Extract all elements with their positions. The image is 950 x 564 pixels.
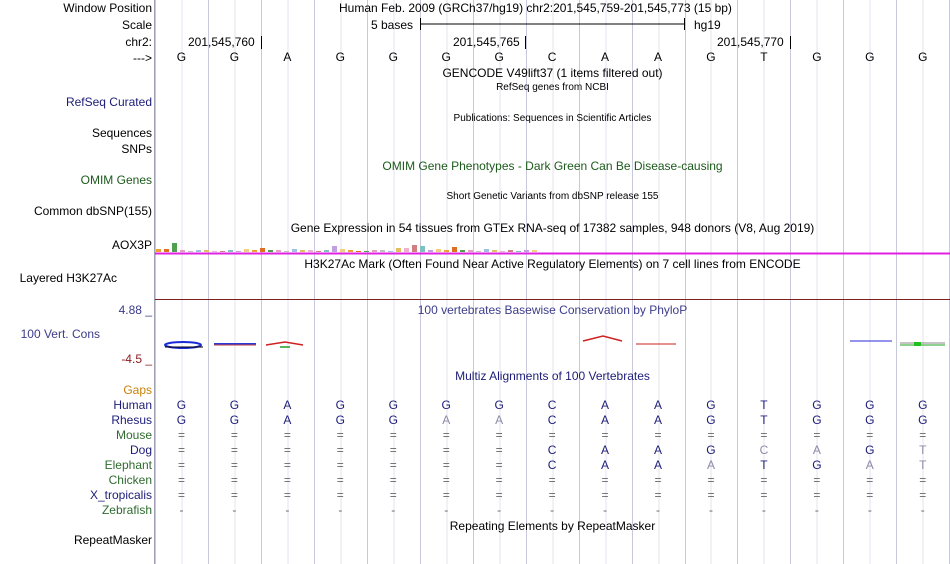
phylop-max-value: 4.88 _ xyxy=(118,303,152,317)
alignment-base: = xyxy=(336,458,344,472)
alignment-base: G xyxy=(229,413,240,427)
alignment-base: = xyxy=(283,458,291,472)
sequence-base: G xyxy=(335,50,345,64)
repeatmasker-label[interactable]: RepeatMasker xyxy=(73,533,152,547)
scale-bar xyxy=(420,18,685,30)
gtex-bar xyxy=(468,250,473,252)
alignment-base: = xyxy=(230,428,238,442)
alignment-base: = xyxy=(495,443,503,457)
alignment-base: = xyxy=(813,488,821,502)
common-dbsnp-label[interactable]: Common dbSNP(155) xyxy=(33,204,152,218)
alignment-base: = xyxy=(919,473,927,487)
gtex-bar xyxy=(524,250,529,252)
alignment-base: = xyxy=(654,473,662,487)
alignment-base: = xyxy=(283,443,291,457)
assembly-position-title: Human Feb. 2009 (GRCh37/hg19) chr2:201,545,759-201,545,773 (15 bp) xyxy=(339,1,732,15)
alignment-base: A xyxy=(601,443,610,457)
alignment-base: G xyxy=(706,443,716,457)
omim-genes-label[interactable]: OMIM Genes xyxy=(80,173,152,187)
alignment-base: - xyxy=(497,503,502,517)
alignment-base: = xyxy=(866,473,874,487)
species-label-human[interactable]: Human xyxy=(113,398,152,412)
h3k27ac-track-title[interactable]: H3K27Ac Mark (Often Found Near Active Regulatory Elements) on 7 cell lines from ENCODE xyxy=(304,257,801,271)
alignment-base: - xyxy=(391,503,396,517)
gtex-bar xyxy=(244,249,249,252)
coordinate-2: 201,545,765 xyxy=(453,35,520,49)
alignment-base: = xyxy=(495,473,503,487)
alignment-base: = xyxy=(707,473,715,487)
species-label-zebrafish[interactable]: Zebrafish xyxy=(101,503,152,517)
alignment-base: = xyxy=(813,428,821,442)
alignment-base: - xyxy=(232,503,237,517)
alignment-base: G xyxy=(865,413,875,427)
gtex-bar xyxy=(388,251,393,252)
gtex-bar xyxy=(420,246,425,252)
alignment-base: = xyxy=(707,488,715,502)
alignment-base: T xyxy=(919,458,927,472)
alignment-base: - xyxy=(867,503,872,517)
alignment-base: G xyxy=(494,398,504,412)
coordinate-3: 201,545,770 xyxy=(717,35,784,49)
alignment-base: = xyxy=(442,488,450,502)
alignment-base: - xyxy=(656,503,661,517)
gtex-bar xyxy=(372,250,377,252)
gtex-bar xyxy=(436,249,441,252)
alignment-base: A xyxy=(601,398,610,412)
alignment-base: = xyxy=(601,473,609,487)
alignment-base: = xyxy=(442,428,450,442)
vert-cons-label[interactable]: 100 Vert. Cons xyxy=(20,327,100,341)
gtex-bar xyxy=(196,250,201,252)
scale-label: Scale xyxy=(121,18,152,32)
alignment-base: G xyxy=(918,398,928,412)
alignment-base: G xyxy=(388,398,398,412)
alignment-base: A xyxy=(283,398,292,412)
alignment-base: G xyxy=(812,398,822,412)
alignment-base: = xyxy=(548,428,556,442)
alignment-base: G xyxy=(229,398,240,412)
alignment-base: A xyxy=(442,413,451,427)
sequence-base: C xyxy=(547,50,557,64)
alignment-base: = xyxy=(230,488,238,502)
gtex-bar xyxy=(284,251,289,252)
gtex-bar xyxy=(516,251,521,252)
alignment-base: = xyxy=(548,473,556,487)
dbsnp-subtitle: Short Genetic Variants from dbSNP release 155 xyxy=(446,191,659,202)
coordinate-1: 201,545,760 xyxy=(188,35,255,49)
alignment-base: A xyxy=(654,398,663,412)
gtex-bar xyxy=(404,248,409,252)
alignment-base: A xyxy=(865,458,874,472)
gtex-bar xyxy=(532,250,537,252)
alignment-base: = xyxy=(389,488,397,502)
sequence-base: G xyxy=(706,50,716,64)
alignment-base: A xyxy=(654,413,663,427)
alignment-base: G xyxy=(388,413,398,427)
alignment-base: = xyxy=(601,428,609,442)
sequence-base: A xyxy=(601,50,610,64)
gtex-bar xyxy=(156,249,161,252)
alignment-base: A xyxy=(812,443,821,457)
phylop-conservation-glyphs xyxy=(165,336,945,348)
alignment-base: G xyxy=(176,413,187,427)
gtex-bar xyxy=(444,250,449,252)
gtex-gene-label[interactable]: AOX3P xyxy=(111,238,152,252)
sequence-base: G xyxy=(494,50,504,64)
sequence-base: G xyxy=(918,50,928,64)
alignment-base: = xyxy=(919,488,927,502)
refseq-track-subtitle: RefSeq genes from NCBI xyxy=(496,82,609,93)
alignment-base: G xyxy=(865,398,875,412)
omim-track-title[interactable]: OMIM Gene Phenotypes - Dark Green Can Be Disease-causing xyxy=(382,159,723,173)
gtex-bar xyxy=(324,250,329,252)
alignment-base: = xyxy=(654,428,662,442)
gtex-bar xyxy=(164,249,169,252)
sequence-base: A xyxy=(283,50,292,64)
alignment-base: C xyxy=(547,413,557,427)
alignment-base: C xyxy=(547,443,557,457)
alignment-base: = xyxy=(760,473,768,487)
gtex-bar xyxy=(276,250,281,252)
alignment-base: A xyxy=(654,443,663,457)
gtex-bar xyxy=(228,250,233,252)
species-label-elephant[interactable]: Elephant xyxy=(104,458,152,472)
sequence-base: T xyxy=(760,50,768,64)
alignment-base: C xyxy=(547,458,557,472)
gtex-bar xyxy=(268,250,273,252)
phylop-min-value: -4.5 _ xyxy=(121,352,152,366)
alignment-base: G xyxy=(812,413,822,427)
species-label-mouse[interactable]: Mouse xyxy=(115,428,152,442)
alignment-base: - xyxy=(603,503,608,517)
alignment-base: - xyxy=(920,503,925,517)
gtex-expression-bars xyxy=(156,243,537,252)
alignment-base: = xyxy=(230,458,238,472)
alignment-base: = xyxy=(389,428,397,442)
chromosome-label: chr2: xyxy=(125,35,152,49)
gtex-bar xyxy=(340,249,345,252)
sequences-label[interactable]: Sequences xyxy=(91,126,152,140)
strand-arrow-label[interactable]: ---> xyxy=(133,51,152,65)
alignment-base: G xyxy=(176,398,187,412)
species-label-x_tropicalis[interactable]: X_tropicalis xyxy=(89,488,152,502)
multiz-track-title[interactable]: Multiz Alignments of 100 Vertebrates xyxy=(455,369,650,383)
gtex-bar xyxy=(236,251,241,252)
gtex-bar xyxy=(188,251,193,252)
alignment-base: = xyxy=(389,473,397,487)
alignment-base: = xyxy=(230,473,238,487)
gtex-bar xyxy=(252,250,257,252)
gtex-bar xyxy=(180,250,185,252)
gaps-label[interactable]: Gaps xyxy=(123,383,152,397)
alignment-base: = xyxy=(177,443,185,457)
alignment-base: = xyxy=(336,473,344,487)
alignment-base: = xyxy=(389,443,397,457)
gtex-bar xyxy=(356,251,361,252)
gtex-bar xyxy=(348,250,353,252)
alignment-base: = xyxy=(336,443,344,457)
scale-bar-text: 5 bases xyxy=(371,18,414,32)
alignment-base: A xyxy=(601,413,610,427)
alignment-base: G xyxy=(706,398,716,412)
gtex-bar xyxy=(492,250,497,252)
alignment-base: G xyxy=(812,458,822,472)
alignment-base: - xyxy=(285,503,290,517)
alignment-base: T xyxy=(760,413,768,427)
alignment-base: G xyxy=(441,398,451,412)
gtex-bar xyxy=(316,251,321,252)
alignment-base: T xyxy=(919,443,927,457)
alignment-base: = xyxy=(283,473,291,487)
alignment-base: = xyxy=(548,488,556,502)
gtex-bar xyxy=(212,251,217,252)
alignment-base: - xyxy=(338,503,343,517)
phylop-track-title[interactable]: 100 vertebrates Basewise Conservation by PhyloP xyxy=(417,303,688,317)
gtex-bar xyxy=(500,251,505,252)
refseq-curated-label[interactable]: RefSeq Curated xyxy=(65,95,152,109)
sequence-base: G xyxy=(229,50,240,64)
alignment-base: = xyxy=(442,473,450,487)
sequence-base: G xyxy=(865,50,875,64)
layered-h3k27ac-label[interactable]: Layered H3K27Ac xyxy=(19,271,117,285)
gtex-bar xyxy=(300,250,305,252)
scale-bar-db: hg19 xyxy=(694,18,721,32)
alignment-base: = xyxy=(177,428,185,442)
gtex-bar xyxy=(484,249,489,252)
sequence-base: G xyxy=(812,50,822,64)
gtex-bar xyxy=(364,251,369,252)
gtex-bar xyxy=(292,249,297,252)
gtex-bar xyxy=(308,250,313,252)
alignment-base: = xyxy=(654,488,662,502)
sequence-base: A xyxy=(654,50,663,64)
gtex-bar xyxy=(508,250,513,252)
snps-label[interactable]: SNPs xyxy=(121,142,152,156)
gtex-bar xyxy=(172,243,177,252)
alignment-base: - xyxy=(444,503,449,517)
window-position-label: Window Position xyxy=(63,1,152,15)
alignment-base: = xyxy=(919,428,927,442)
alignment-base: = xyxy=(230,443,238,457)
alignment-base: - xyxy=(761,503,766,517)
species-label-dog[interactable]: Dog xyxy=(129,443,152,457)
alignment-base: C xyxy=(759,443,769,457)
alignment-base: = xyxy=(495,428,503,442)
alignment-base: = xyxy=(760,428,768,442)
alignment-base: G xyxy=(335,398,345,412)
alignment-base: A xyxy=(283,413,292,427)
publications-subtitle: Publications: Sequences in Scientific Articles xyxy=(453,113,652,124)
alignment-base: = xyxy=(283,488,291,502)
gtex-bar xyxy=(396,248,401,252)
alignment-base: = xyxy=(760,488,768,502)
alignment-base: G xyxy=(706,413,716,427)
alignment-base: A xyxy=(706,458,715,472)
alignment-base: = xyxy=(283,428,291,442)
gtex-bar xyxy=(412,245,417,252)
gtex-bar xyxy=(204,250,209,252)
gtex-bar xyxy=(460,250,465,252)
alignment-base: = xyxy=(601,488,609,502)
alignment-base: = xyxy=(866,428,874,442)
alignment-base: = xyxy=(177,458,185,472)
gtex-track-title[interactable]: Gene Expression in 54 tissues from GTEx RNA-seq of 17382 samples, 948 donors (V8, Aug 2019) xyxy=(290,221,815,235)
alignment-base: A xyxy=(601,458,610,472)
sequence-base: G xyxy=(388,50,398,64)
alignment-base: - xyxy=(708,503,713,517)
gtex-bar xyxy=(220,251,225,252)
gtex-bar xyxy=(332,246,337,252)
alignment-base: = xyxy=(389,458,397,472)
gtex-bar xyxy=(260,248,265,252)
gtex-bar xyxy=(380,250,385,252)
alignment-base: C xyxy=(547,398,557,412)
alignment-base: = xyxy=(866,488,874,502)
species-label-rhesus[interactable]: Rhesus xyxy=(111,413,152,427)
sequence-base: G xyxy=(441,50,451,64)
alignment-base: = xyxy=(442,443,450,457)
gtex-bar xyxy=(476,251,481,252)
alignment-base: = xyxy=(495,488,503,502)
gencode-track-title[interactable]: GENCODE V49lift37 (1 items filtered out) xyxy=(442,66,663,80)
alignment-base: T xyxy=(760,398,768,412)
alignment-base: = xyxy=(442,458,450,472)
gtex-bar xyxy=(428,250,433,252)
alignment-base: = xyxy=(177,473,185,487)
alignment-base: G xyxy=(918,413,928,427)
alignment-base: = xyxy=(177,488,185,502)
alignment-base: = xyxy=(336,428,344,442)
alignment-base: T xyxy=(760,458,768,472)
alignment-base: = xyxy=(495,458,503,472)
alignment-base: G xyxy=(865,443,875,457)
species-label-chicken[interactable]: Chicken xyxy=(108,473,152,487)
alignment-base: = xyxy=(336,488,344,502)
alignment-base: - xyxy=(814,503,819,517)
alignment-base: - xyxy=(179,503,184,517)
alignment-base: - xyxy=(550,503,555,517)
alignment-base: G xyxy=(335,413,345,427)
alignment-base: = xyxy=(707,428,715,442)
repeatmasker-track-title[interactable]: Repeating Elements by RepeatMasker xyxy=(449,519,656,533)
gtex-bar xyxy=(452,247,457,252)
alignment-base: A xyxy=(654,458,663,472)
sequence-base: G xyxy=(176,50,187,64)
alignment-base: A xyxy=(495,413,504,427)
alignment-base: = xyxy=(813,473,821,487)
